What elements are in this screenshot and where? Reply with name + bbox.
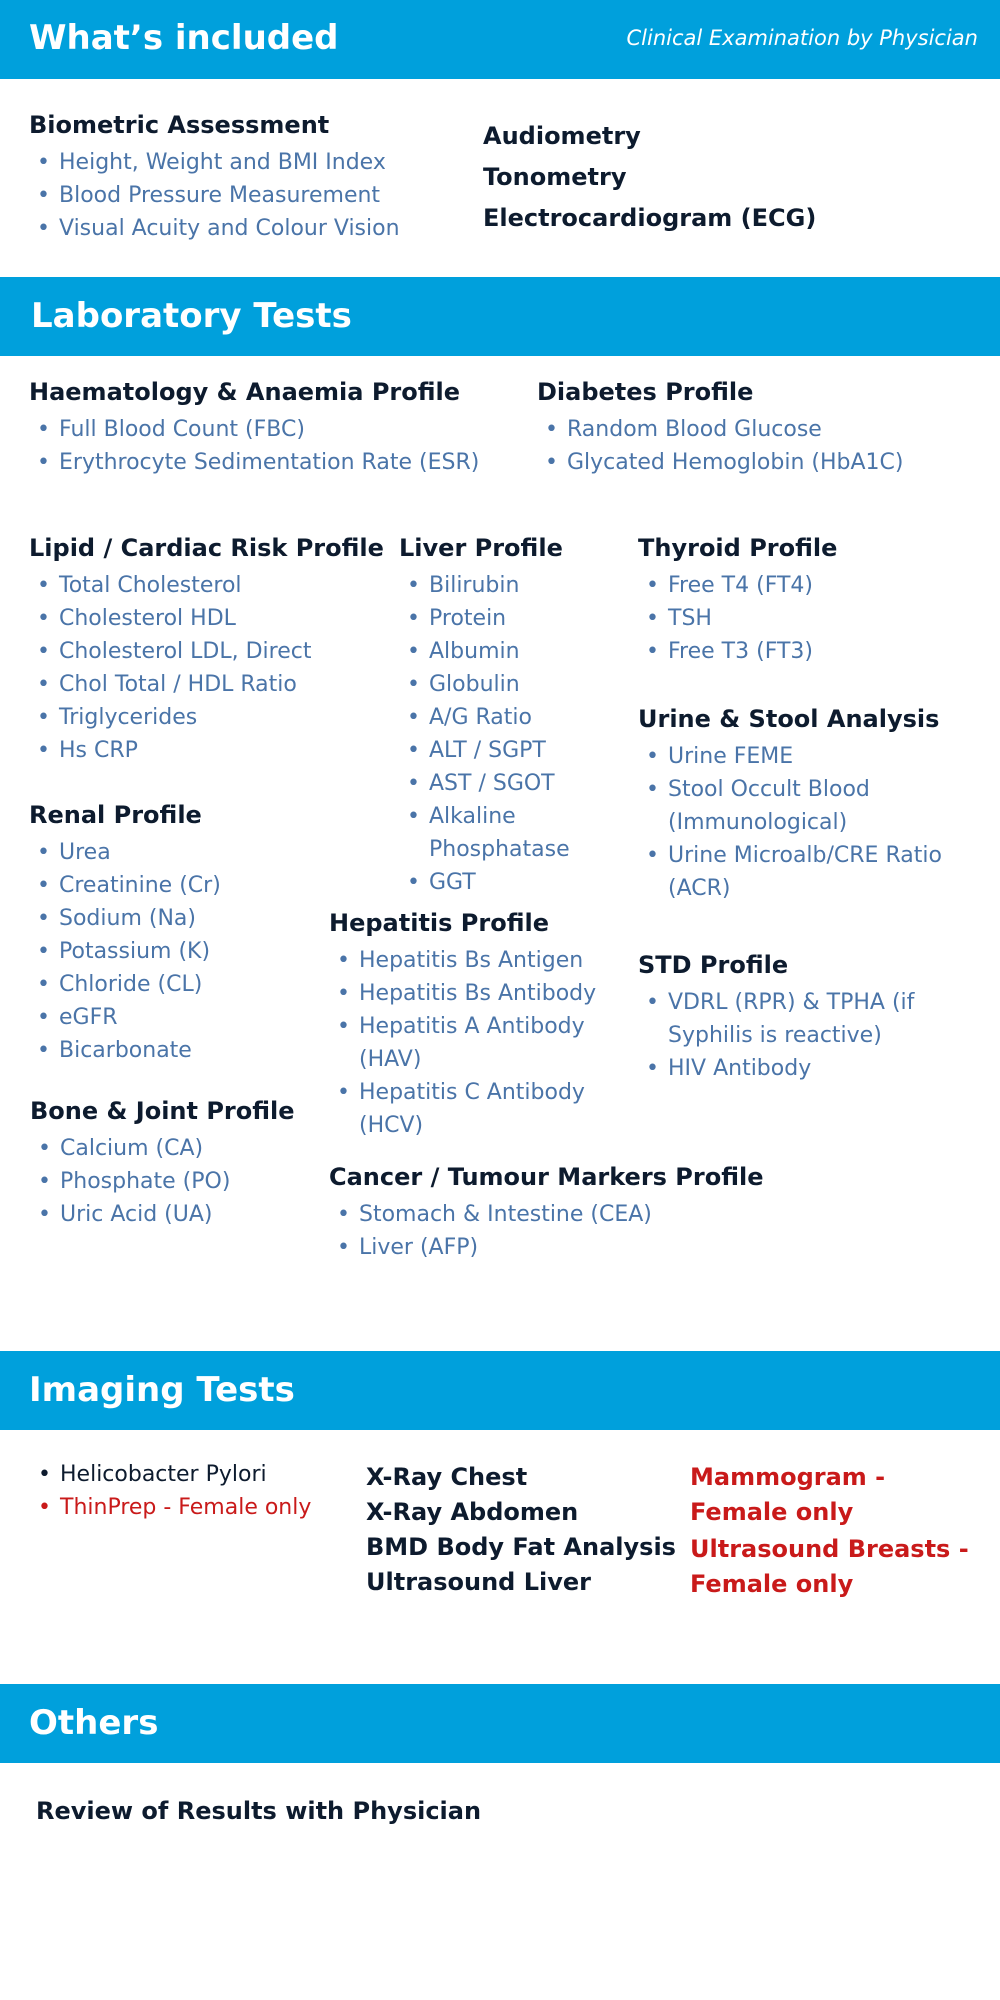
imaging-title: Imaging Tests (29, 1370, 295, 1410)
list-item: • VDRL (RPR) & TPHA (if Syphilis is reactive) (638, 986, 978, 1052)
list-item: • Hepatitis Bs Antigen (329, 944, 629, 977)
hepatitis-heading: Hepatitis Profile (329, 909, 549, 937)
list-item: • Stomach & Intestine (CEA) (329, 1198, 764, 1231)
list-item: • ThinPrep - Female only (30, 1491, 311, 1524)
mammogram-label: Mammogram - Female only (690, 1463, 886, 1526)
list-item: • Creatinine (Cr) (29, 869, 221, 902)
cancer-list (329, 1198, 764, 1264)
other-tests-section (483, 116, 816, 239)
list-item: • HIV Antibody (638, 1052, 978, 1085)
list-item: • eGFR (29, 1001, 221, 1034)
list-item: • Bicarbonate (29, 1034, 221, 1067)
liver-section (399, 533, 619, 899)
diabetes-heading: Diabetes Profile (537, 378, 754, 406)
list-item: • Cholesterol LDL, Direct (29, 635, 384, 668)
list-item: • Uric Acid (UA) (30, 1198, 295, 1231)
review-section (36, 1794, 481, 1829)
imaging-list (30, 1458, 311, 1524)
list-item: • Liver (AFP) (329, 1231, 764, 1264)
bmd-label: BMD Body Fat Analysis (366, 1533, 676, 1561)
urine-list (638, 740, 988, 905)
thyroid-heading: Thyroid Profile (638, 534, 838, 562)
ultrasound-breasts-label: Ultrasound Breasts - Female only (690, 1535, 969, 1598)
hepatitis-section (329, 908, 629, 1142)
list-item: • Helicobacter Pylori (30, 1458, 311, 1491)
std-list (638, 986, 978, 1085)
list-item: • AST / SGOT (399, 767, 619, 800)
list-item: • Sodium (Na) (29, 902, 221, 935)
list-item: • Calcium (CA) (30, 1132, 295, 1165)
list-item: • Potassium (K) (29, 935, 221, 968)
list-item: • Hepatitis Bs Antibody (329, 977, 629, 1010)
list-item: • Hs CRP (29, 734, 384, 767)
bone-list (30, 1132, 295, 1231)
list-item: • Cholesterol HDL (29, 602, 384, 635)
xray-chest-label: X-Ray Chest (366, 1463, 528, 1491)
urine-heading: Urine & Stool Analysis (638, 705, 940, 733)
list-item: • Chloride (CL) (29, 968, 221, 1001)
list-item: • Urea (29, 836, 221, 869)
laboratory-band (0, 277, 1000, 356)
xray-abdomen-label: X-Ray Abdomen (366, 1498, 579, 1526)
others-title: Others (29, 1703, 159, 1743)
whats-included-title: What’s included (29, 18, 339, 58)
ecg-label: Electrocardiogram (ECG) (483, 204, 817, 232)
imaging-band (0, 1351, 1000, 1430)
list-item: • Alkaline Phosphatase (399, 800, 619, 866)
list-item: • Glycated Hemoglobin (HbA1C) (537, 446, 903, 479)
list-item: • TSH (638, 602, 837, 635)
liver-list (399, 569, 619, 899)
diabetes-section (537, 377, 903, 479)
list-item: • Blood Pressure Measurement (29, 179, 400, 212)
imaging-list-section (30, 1458, 311, 1524)
list-item: • Bilirubin (399, 569, 619, 602)
list-item: • Triglycerides (29, 701, 384, 734)
whats-included-band (0, 0, 1000, 79)
std-section (638, 950, 978, 1085)
list-item: • Hepatitis A Antibody (HAV) (329, 1010, 629, 1076)
list-item: • Height, Weight and BMI Index (29, 146, 400, 179)
laboratory-title: Laboratory Tests (31, 296, 352, 336)
lipid-list (29, 569, 384, 767)
list-item: • ALT / SGPT (399, 734, 619, 767)
liver-heading: Liver Profile (399, 534, 563, 562)
bone-heading: Bone & Joint Profile (30, 1097, 295, 1125)
list-item: • Chol Total / HDL Ratio (29, 668, 384, 701)
haematology-section (29, 377, 479, 479)
renal-list (29, 836, 221, 1067)
list-item: • Phosphate (PO) (30, 1165, 295, 1198)
list-item: • Protein (399, 602, 619, 635)
hepatitis-list (329, 944, 629, 1142)
list-item: • Erythrocyte Sedimentation Rate (ESR) (29, 446, 479, 479)
biometric-heading: Biometric Assessment (29, 111, 330, 139)
renal-section (29, 800, 221, 1067)
list-item: • Random Blood Glucose (537, 413, 903, 446)
review-label: Review of Results with Physician (36, 1797, 482, 1825)
list-item: • Albumin (399, 635, 619, 668)
list-item: • Globulin (399, 668, 619, 701)
whats-included-subtitle: Clinical Examination by Physician (626, 26, 978, 50)
cancer-section (329, 1162, 764, 1264)
lipid-heading: Lipid / Cardiac Risk Profile (29, 534, 384, 562)
list-item: • A/G Ratio (399, 701, 619, 734)
urine-section (638, 704, 988, 905)
xray-section (366, 1460, 676, 1600)
diabetes-list (537, 413, 903, 479)
list-item: • GGT (399, 866, 619, 899)
list-item: • Stool Occult Blood (Immunological) (638, 773, 988, 839)
biometric-list (29, 146, 400, 245)
haematology-list (29, 413, 479, 479)
list-item: • Visual Acuity and Colour Vision (29, 212, 400, 245)
others-band (0, 1684, 1000, 1763)
list-item: • Urine FEME (638, 740, 988, 773)
thyroid-section (638, 533, 837, 668)
female-imaging-section (690, 1460, 980, 1602)
audiometry-label: Audiometry (483, 122, 641, 150)
bone-section (30, 1096, 295, 1231)
thyroid-list (638, 569, 837, 668)
std-heading: STD Profile (638, 951, 789, 979)
haematology-heading: Haematology & Anaemia Profile (29, 378, 461, 406)
tonometry-label: Tonometry (483, 163, 627, 191)
list-item: • Total Cholesterol (29, 569, 384, 602)
cancer-heading: Cancer / Tumour Markers Profile (329, 1163, 764, 1191)
lipid-section (29, 533, 384, 767)
renal-heading: Renal Profile (29, 801, 202, 829)
ultrasound-liver-label: Ultrasound Liver (366, 1568, 591, 1596)
biometric-section (29, 110, 400, 245)
list-item: • Hepatitis C Antibody (HCV) (329, 1076, 629, 1142)
list-item: • Full Blood Count (FBC) (29, 413, 479, 446)
list-item: • Free T4 (FT4) (638, 569, 837, 602)
list-item: • Urine Microalb/CRE Ratio (ACR) (638, 839, 988, 905)
list-item: • Free T3 (FT3) (638, 635, 837, 668)
